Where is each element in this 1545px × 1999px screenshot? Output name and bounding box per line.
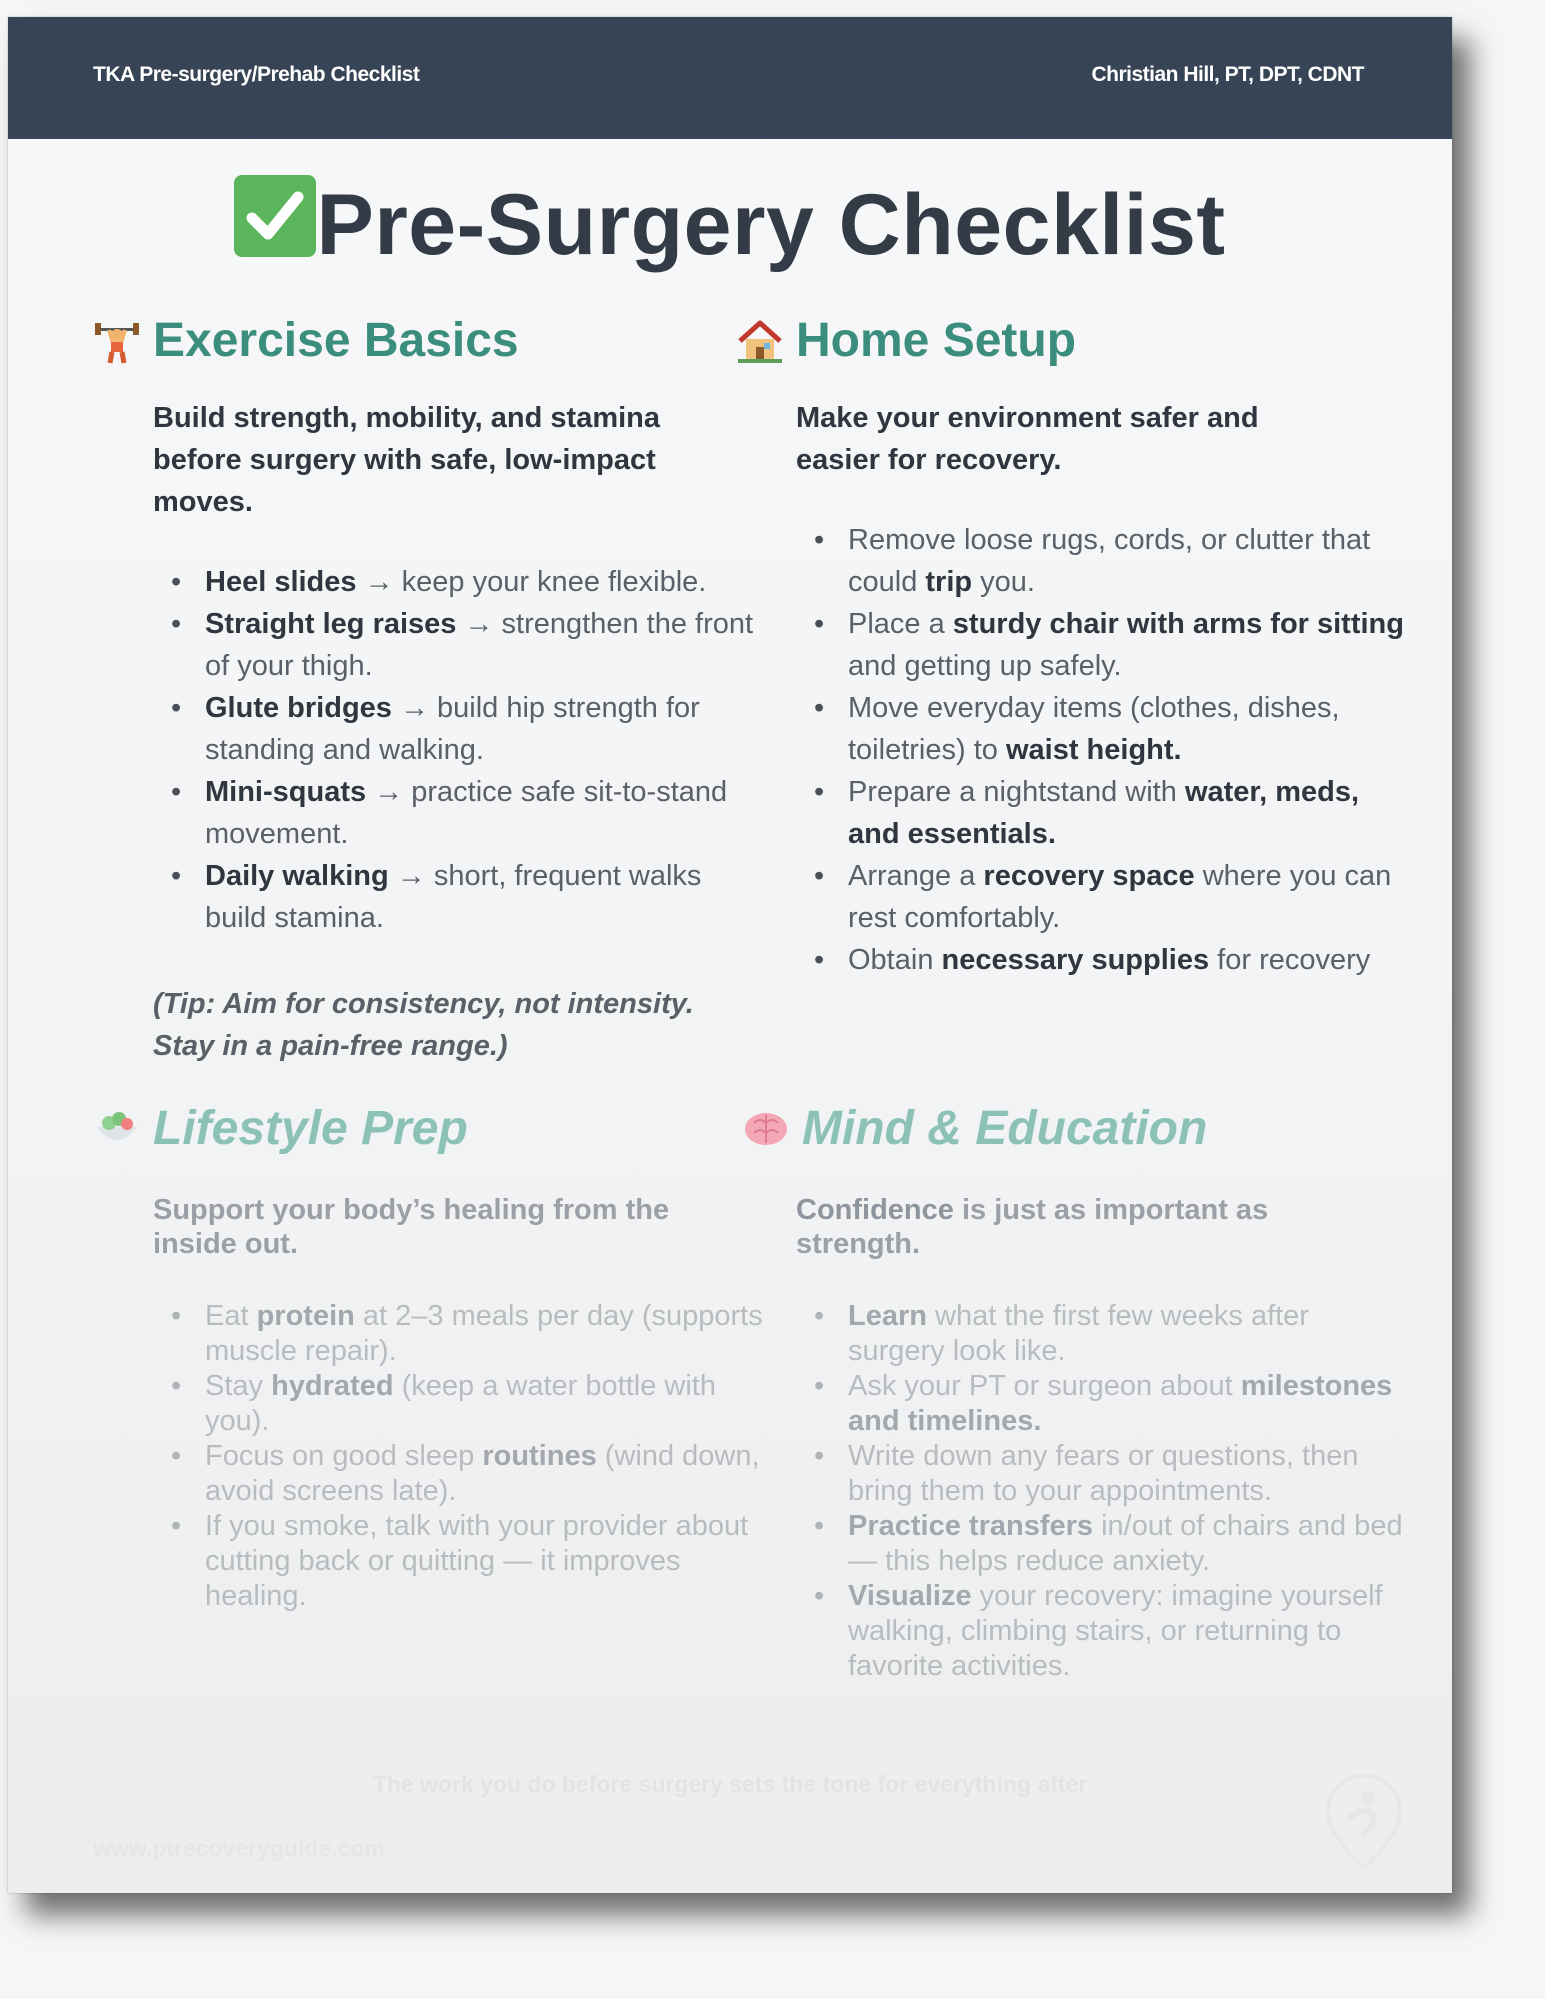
check-mark-icon	[234, 175, 316, 257]
checklist-page	[8, 17, 1452, 1893]
item-bold: sturdy chair with arms for sitting	[952, 608, 1404, 640]
mind-intro-rest: is just as important as strength.	[796, 1194, 1269, 1260]
list-item	[848, 1299, 1408, 1369]
list-item	[848, 855, 1408, 939]
exercise-intro: Build strength, mobility, and stamina before surgery with safe, low-impact moves.	[153, 402, 661, 518]
item-text: what the first few weeks after surgery look like.	[848, 1300, 1309, 1367]
item-text: and getting up safely.	[848, 650, 1122, 682]
item-text: → practice safe sit-to-stand movement.	[205, 776, 728, 850]
list-item	[205, 771, 765, 855]
page-header	[8, 17, 1452, 139]
item-text: in/out of chairs and bed — this helps reduce anxiety.	[848, 1510, 1403, 1577]
item-text: → strengthen the front of your thigh.	[205, 608, 754, 682]
item-text: Focus on good sleep	[205, 1440, 483, 1472]
item-bold: milestones and timelines.	[848, 1370, 1393, 1437]
item-bold: Daily walking	[205, 860, 389, 892]
item-text: If you smoke, talk with your provider about cutting back or quitting — it improves healing.	[205, 1510, 749, 1612]
mind-intro	[796, 1193, 1336, 1261]
mind-heading-row	[742, 1101, 1207, 1161]
list-item	[205, 603, 765, 687]
home-heading-row	[736, 313, 1076, 373]
lifestyle-list	[153, 1299, 765, 1614]
list-item	[205, 561, 765, 603]
lifestyle-heading: Lifestyle Prep	[153, 1102, 468, 1155]
exercise-tip: (Tip: Aim for consistency, not intensity. Stay in a pain-free range.)	[153, 988, 694, 1062]
item-text: for recovery	[1209, 944, 1371, 976]
item-text: Ask your PT or surgeon about	[848, 1370, 1241, 1402]
list-item	[205, 1369, 765, 1439]
page-title: Pre-Surgery Checklist	[316, 177, 1226, 273]
item-text: Write down any fears or questions, then bring them to your appointments.	[848, 1440, 1359, 1507]
list-item	[848, 1579, 1408, 1684]
brain-icon	[742, 1105, 790, 1153]
home-intro: Make your environment safer and easier for recovery.	[796, 402, 1259, 476]
list-item	[848, 939, 1408, 981]
list-item	[205, 1509, 765, 1614]
exercise-heading: Exercise Basics	[153, 314, 519, 367]
list-item	[848, 1369, 1408, 1439]
item-text: (keep a water bottle with you).	[205, 1370, 716, 1437]
item-bold: hydrated	[271, 1370, 394, 1402]
list-item	[848, 687, 1408, 771]
item-text: Place a	[848, 608, 953, 640]
item-bold: trip	[925, 566, 973, 598]
list-item	[848, 519, 1408, 603]
footer-quote: The work you do before surgery sets the tone for everything after	[372, 1771, 1088, 1797]
house-icon	[736, 317, 784, 365]
home-heading: Home Setup	[796, 314, 1077, 367]
item-text: → build hip strength for standing and walking.	[205, 692, 700, 766]
mind-list	[796, 1299, 1408, 1684]
list-item	[205, 855, 765, 939]
weightlifter-icon	[93, 317, 141, 365]
mind-intro-bold: Confidence	[796, 1194, 954, 1226]
item-bold: Heel slides	[205, 566, 357, 598]
home-list	[796, 519, 1408, 981]
exercise-heading-row	[93, 313, 519, 373]
footer-url: www.ptrecoveryguide.com	[93, 1835, 385, 1861]
item-text: Move everyday items (clothes, dishes, toiletries) to	[848, 692, 1340, 766]
list-item	[848, 1509, 1408, 1579]
item-text: Eat	[205, 1300, 257, 1332]
item-text: you.	[972, 566, 1035, 598]
list-item	[848, 771, 1408, 855]
lifestyle-intro: Support your body’s healing from the inside out.	[153, 1194, 670, 1260]
item-bold: Visualize	[848, 1580, 972, 1612]
item-text: → keep your knee flexible.	[356, 566, 707, 598]
mind-heading: Mind & Education	[802, 1102, 1208, 1155]
item-text: Stay	[205, 1370, 272, 1402]
location-pin-logo-icon	[1324, 1772, 1404, 1877]
list-item	[205, 1299, 765, 1369]
item-text: at 2–3 meals per day (supports muscle repair).	[205, 1300, 763, 1367]
item-text: → short, frequent walks build stamina.	[205, 860, 702, 934]
list-item	[848, 603, 1408, 687]
item-bold: protein	[256, 1300, 355, 1332]
item-text: where you can rest comfortably.	[848, 860, 1392, 934]
item-text: your recovery: imagine yourself walking, climbing stairs, or returning to favorite activities.	[848, 1580, 1383, 1682]
item-bold: water, meds, and essentials.	[848, 776, 1360, 850]
header-doc-title: TKA Pre-surgery/Prehab Checklist	[93, 63, 420, 86]
item-bold: routines	[482, 1440, 597, 1472]
item-bold: necessary supplies	[941, 944, 1210, 976]
header-author: Christian Hill, PT, DPT, CDNT	[1091, 63, 1364, 86]
lifestyle-heading-row	[93, 1101, 468, 1161]
exercise-list	[153, 561, 765, 939]
item-text: Obtain	[848, 944, 942, 976]
item-bold: Mini-squats	[205, 776, 367, 808]
title-block	[8, 175, 1452, 275]
item-bold: waist height.	[1005, 734, 1182, 766]
list-item	[848, 1439, 1408, 1509]
item-bold: Straight leg raises	[205, 608, 457, 640]
item-text: Prepare a nightstand with	[848, 776, 1185, 808]
item-bold: Learn	[848, 1300, 927, 1332]
item-bold: Practice transfers	[848, 1510, 1094, 1542]
item-bold: Glute bridges	[205, 692, 392, 724]
item-text: Arrange a	[848, 860, 984, 892]
item-text: (wind down, avoid screens late).	[205, 1440, 760, 1507]
item-text: Remove loose rugs, cords, or clutter that could	[848, 524, 1371, 598]
list-item	[205, 687, 765, 771]
item-bold: recovery space	[983, 860, 1195, 892]
salad-icon	[93, 1105, 141, 1153]
list-item	[205, 1439, 765, 1509]
